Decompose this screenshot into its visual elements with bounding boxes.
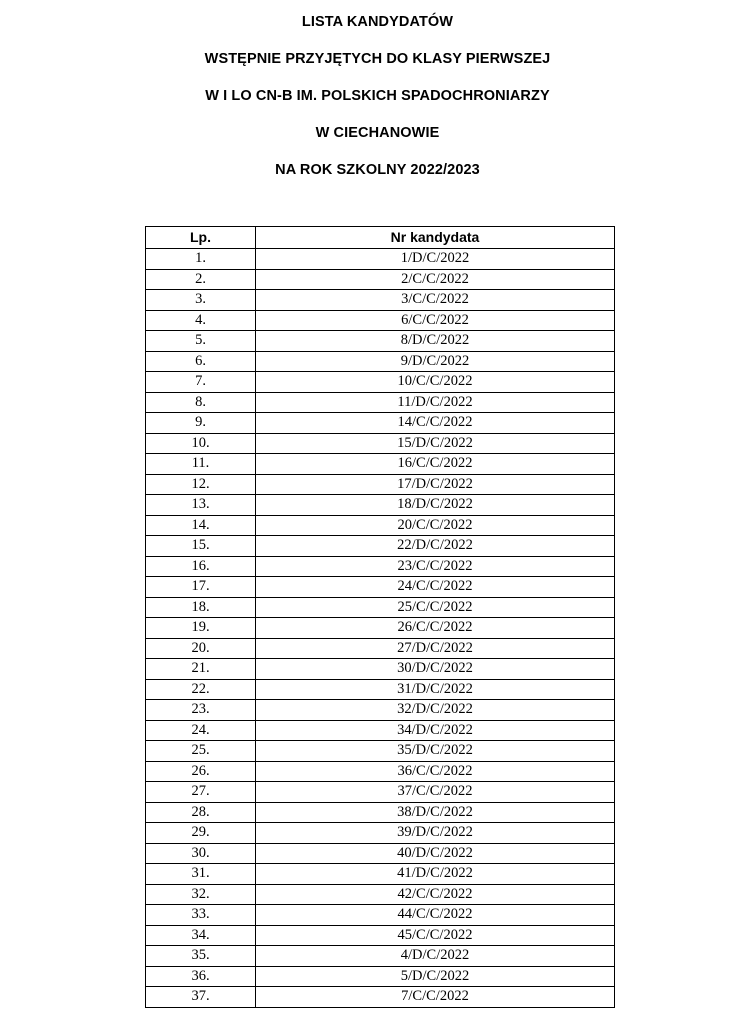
table-header-row — [146, 227, 615, 249]
candidate-number-cell: 31/D/C/2022 — [256, 679, 615, 700]
row-number-cell: 10. — [146, 433, 256, 454]
candidate-number-cell: 18/D/C/2022 — [256, 495, 615, 516]
row-number-cell: 27. — [146, 782, 256, 803]
candidate-number-cell: 34/D/C/2022 — [256, 720, 615, 741]
row-number-cell: 14. — [146, 515, 256, 536]
row-number-cell: 26. — [146, 761, 256, 782]
table-body — [146, 249, 615, 1008]
candidate-number-cell: 26/C/C/2022 — [256, 618, 615, 639]
candidate-number-cell: 14/C/C/2022 — [256, 413, 615, 434]
table-row — [146, 392, 615, 413]
table-row — [146, 884, 615, 905]
row-number-cell: 6. — [146, 351, 256, 372]
row-number-cell: 9. — [146, 413, 256, 434]
header-title: LISTA KANDYDATÓW — [301, 14, 454, 30]
row-number-cell: 37. — [146, 987, 256, 1008]
row-number-cell: 3. — [146, 290, 256, 311]
candidate-number-cell: 39/D/C/2022 — [256, 823, 615, 844]
row-number-cell: 15. — [146, 536, 256, 557]
table-row — [146, 454, 615, 475]
table-row — [146, 700, 615, 721]
table-row — [146, 618, 615, 639]
row-number-cell: 30. — [146, 843, 256, 864]
row-number-cell: 19. — [146, 618, 256, 639]
candidate-number-cell: 1/D/C/2022 — [256, 249, 615, 270]
table-row — [146, 679, 615, 700]
table-row — [146, 474, 615, 495]
row-number-cell: 13. — [146, 495, 256, 516]
row-number-cell: 35. — [146, 946, 256, 967]
row-number-cell: 20. — [146, 638, 256, 659]
candidate-number-cell: 2/C/C/2022 — [256, 269, 615, 290]
candidate-number-cell: 41/D/C/2022 — [256, 864, 615, 885]
row-number-cell: 2. — [146, 269, 256, 290]
table-row — [146, 659, 615, 680]
candidate-number-cell: 11/D/C/2022 — [256, 392, 615, 413]
candidates-table-container — [145, 226, 614, 1008]
candidate-number-cell: 42/C/C/2022 — [256, 884, 615, 905]
candidate-number-cell: 35/D/C/2022 — [256, 741, 615, 762]
table-row — [146, 987, 615, 1008]
table-row — [146, 925, 615, 946]
candidate-number-cell: 9/D/C/2022 — [256, 351, 615, 372]
row-number-cell: 5. — [146, 331, 256, 352]
table-row — [146, 720, 615, 741]
table-row — [146, 741, 615, 762]
row-number-cell: 31. — [146, 864, 256, 885]
row-number-cell: 12. — [146, 474, 256, 495]
candidate-number-cell: 40/D/C/2022 — [256, 843, 615, 864]
table-row — [146, 310, 615, 331]
table-row — [146, 413, 615, 434]
row-number-cell: 8. — [146, 392, 256, 413]
header-city: W CIECHANOWIE — [315, 125, 440, 141]
candidate-number-cell: 16/C/C/2022 — [256, 454, 615, 475]
document-header — [0, 8, 755, 193]
table-row — [146, 269, 615, 290]
table-row — [146, 905, 615, 926]
row-number-cell: 32. — [146, 884, 256, 905]
candidate-number-cell: 24/C/C/2022 — [256, 577, 615, 598]
table-row — [146, 843, 615, 864]
candidate-number-cell: 7/C/C/2022 — [256, 987, 615, 1008]
candidate-number-cell: 23/C/C/2022 — [256, 556, 615, 577]
row-number-cell: 21. — [146, 659, 256, 680]
column-header-lp: Lp. — [146, 227, 256, 249]
candidate-number-cell: 5/D/C/2022 — [256, 966, 615, 987]
row-number-cell: 25. — [146, 741, 256, 762]
header-school-name: W I LO CN-B IM. POLSKICH SPADOCHRONIARZY — [205, 88, 550, 104]
table-row — [146, 536, 615, 557]
table-row — [146, 638, 615, 659]
column-header-candidate-number: Nr kandydata — [256, 227, 615, 249]
candidate-number-cell: 27/D/C/2022 — [256, 638, 615, 659]
table-row — [146, 495, 615, 516]
candidate-number-cell: 25/C/C/2022 — [256, 597, 615, 618]
candidate-number-cell: 45/C/C/2022 — [256, 925, 615, 946]
table-row — [146, 351, 615, 372]
candidate-number-cell: 4/D/C/2022 — [256, 946, 615, 967]
row-number-cell: 7. — [146, 372, 256, 393]
row-number-cell: 24. — [146, 720, 256, 741]
row-number-cell: 29. — [146, 823, 256, 844]
row-number-cell: 18. — [146, 597, 256, 618]
table-row — [146, 249, 615, 270]
candidate-number-cell: 32/D/C/2022 — [256, 700, 615, 721]
candidate-number-cell: 30/D/C/2022 — [256, 659, 615, 680]
candidate-number-cell: 44/C/C/2022 — [256, 905, 615, 926]
candidate-number-cell: 8/D/C/2022 — [256, 331, 615, 352]
row-number-cell: 17. — [146, 577, 256, 598]
row-number-cell: 28. — [146, 802, 256, 823]
candidate-number-cell: 3/C/C/2022 — [256, 290, 615, 311]
row-number-cell: 22. — [146, 679, 256, 700]
row-number-cell: 33. — [146, 905, 256, 926]
table-row — [146, 290, 615, 311]
table-row — [146, 556, 615, 577]
table-row — [146, 433, 615, 454]
table-row — [146, 372, 615, 393]
table-row — [146, 577, 615, 598]
table-row — [146, 782, 615, 803]
table-row — [146, 331, 615, 352]
row-number-cell: 34. — [146, 925, 256, 946]
candidate-number-cell: 10/C/C/2022 — [256, 372, 615, 393]
table-row — [146, 802, 615, 823]
candidate-number-cell: 38/D/C/2022 — [256, 802, 615, 823]
table-row — [146, 515, 615, 536]
candidate-number-cell: 6/C/C/2022 — [256, 310, 615, 331]
table-row — [146, 597, 615, 618]
row-number-cell: 1. — [146, 249, 256, 270]
row-number-cell: 23. — [146, 700, 256, 721]
row-number-cell: 36. — [146, 966, 256, 987]
table-row — [146, 864, 615, 885]
row-number-cell: 11. — [146, 454, 256, 475]
table-row — [146, 823, 615, 844]
table-row — [146, 966, 615, 987]
candidate-number-cell: 36/C/C/2022 — [256, 761, 615, 782]
header-school-year: NA ROK SZKOLNY 2022/2023 — [275, 162, 480, 178]
candidate-number-cell: 20/C/C/2022 — [256, 515, 615, 536]
table-row — [146, 946, 615, 967]
candidates-table — [145, 226, 615, 1008]
candidate-number-cell: 15/D/C/2022 — [256, 433, 615, 454]
row-number-cell: 16. — [146, 556, 256, 577]
candidate-number-cell: 37/C/C/2022 — [256, 782, 615, 803]
table-row — [146, 761, 615, 782]
header-subtitle: WSTĘPNIE PRZYJĘTYCH DO KLASY PIERWSZEJ — [204, 51, 551, 67]
candidate-number-cell: 17/D/C/2022 — [256, 474, 615, 495]
candidate-number-cell: 22/D/C/2022 — [256, 536, 615, 557]
row-number-cell: 4. — [146, 310, 256, 331]
